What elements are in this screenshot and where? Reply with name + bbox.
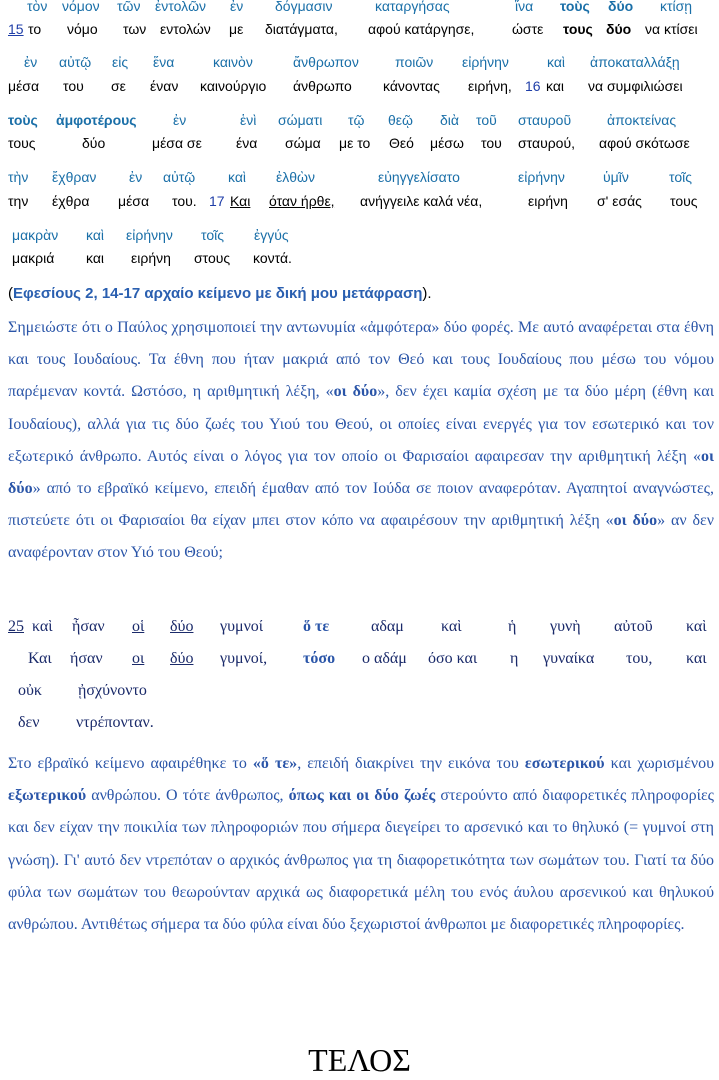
modern-word: των xyxy=(123,21,147,37)
interlinear-greek-line-5 xyxy=(0,225,719,245)
greek-word: τῶν xyxy=(117,0,141,14)
caption-text: Εφεσίους 2, 14-17 αρχαίο κείμενο με δική μου μετάφραση xyxy=(13,285,423,302)
modern-word: το xyxy=(28,21,42,37)
verse-number: 17 xyxy=(209,193,225,209)
greek-word: ἵνα xyxy=(515,0,534,14)
modern-word: δύο xyxy=(606,21,632,37)
interlinear-modern-line-3 xyxy=(0,133,719,153)
greek-word: καὶ xyxy=(547,54,566,70)
greek-word: ἀποκτείνας xyxy=(607,112,677,128)
modern-word: ειρήνη xyxy=(131,250,171,266)
verse-number: 25 xyxy=(8,618,24,635)
modern-word: κοντά. xyxy=(253,250,292,266)
modern-word: και xyxy=(686,650,707,667)
text-run: Σημειώστε ότι ο Παύλος χρησιμοποιεί την αντωνυμία «ἀμφότερα» δύο φορές. Με αυτό αναφέρεται στα έθνη και τους Ιουδαίους. Τα έθνη που ήταν μακριά από τον Θεό και τους Ιουδαίους που μέσω του νόμου παρέμεναν κοντά. Ωστόσο, η αριθμητική λέξη, « xyxy=(8,319,714,401)
commentary-paragraph-2 xyxy=(8,748,714,941)
modern-word: τόσο xyxy=(303,650,336,667)
emphasis: οι δύο xyxy=(333,383,378,401)
greek-word: οὐκ xyxy=(18,682,42,699)
greek-word: σώματι xyxy=(278,112,323,128)
caption-close-paren: ). xyxy=(422,285,432,302)
greek-word: τοῦ xyxy=(476,112,497,128)
greek-word: τοὺς xyxy=(8,112,38,128)
greek-word: κτίσῃ xyxy=(660,0,693,14)
greek-word: αὐτοῦ xyxy=(614,618,653,635)
modern-word: με το xyxy=(339,135,371,151)
greek-word: ὑμῖν xyxy=(603,169,629,185)
modern-word: ντρέπονταν. xyxy=(76,714,154,731)
modern-word: γυναίκα xyxy=(543,650,595,667)
verse-25-modern-line-2 xyxy=(0,711,719,735)
modern-word: σε xyxy=(111,78,126,94)
modern-word: σταυρού, xyxy=(518,135,576,151)
greek-word: ἀμφοτέρους xyxy=(56,112,137,128)
emphasis: εσωτερικού xyxy=(524,755,605,772)
modern-word: μέσω xyxy=(430,135,464,151)
interlinear-greek-line-4 xyxy=(0,167,719,187)
greek-word: τῷ xyxy=(348,112,365,128)
emphasis: όπως και οι δύο ζωές xyxy=(288,787,436,805)
greek-word: αὐτῷ xyxy=(59,54,92,70)
greek-word: θεῷ xyxy=(388,112,413,128)
greek-word: ἦσαν xyxy=(72,618,105,635)
greek-word: αὐτῷ xyxy=(163,169,196,185)
modern-word: και xyxy=(546,78,565,94)
modern-word: να συμφιλιώσει xyxy=(588,78,683,94)
modern-word: ήσαν xyxy=(70,650,103,667)
modern-word: την xyxy=(8,193,29,209)
greek-word: καινὸν xyxy=(213,54,253,70)
modern-word: ανήγγειλε καλά νέα, xyxy=(360,193,483,209)
modern-word: Θεό xyxy=(389,135,414,151)
modern-word: όταν ήρθε, xyxy=(269,193,335,209)
modern-word: εντολών xyxy=(160,21,211,37)
emphasis: οι δύο xyxy=(613,512,658,530)
modern-word: η xyxy=(510,650,519,667)
greek-word: ἐν xyxy=(129,169,143,185)
greek-word: εἰρήνην xyxy=(126,227,173,243)
modern-word: του. xyxy=(172,193,197,209)
passage-reference xyxy=(8,283,713,305)
caption-open-paren: ( xyxy=(8,285,13,302)
modern-word: καινούργιο xyxy=(200,78,267,94)
greek-word: σταυροῦ xyxy=(518,112,572,128)
modern-word: με xyxy=(229,21,244,37)
greek-word: τοὺς xyxy=(560,0,590,14)
modern-word: έναν xyxy=(150,78,179,94)
modern-word: του, xyxy=(626,650,653,667)
modern-word: ο αδάμ xyxy=(362,650,407,667)
greek-word: εὐηγγελίσατο xyxy=(378,169,460,185)
verse-25-greek-line xyxy=(0,615,719,639)
modern-word: ένα xyxy=(236,135,258,151)
end-title: ΤΕΛΟΣ xyxy=(308,1042,411,1078)
greek-word: καὶ xyxy=(441,618,462,635)
modern-word: του xyxy=(63,78,84,94)
interlinear-greek-line-3 xyxy=(0,110,719,130)
modern-word: έχθρα xyxy=(52,193,90,209)
text-run: , επειδή διακρίνει την εικόνα του xyxy=(297,755,525,772)
greek-word: ἐν xyxy=(230,0,244,14)
modern-word: κάνοντας xyxy=(383,78,440,94)
greek-word: ἑνὶ xyxy=(240,112,257,128)
commentary-paragraph-1 xyxy=(8,312,714,570)
modern-word: Και xyxy=(28,650,52,667)
verse-number: 15 xyxy=(8,21,24,37)
greek-word: καὶ xyxy=(86,227,105,243)
greek-word: διὰ xyxy=(440,112,459,128)
greek-word: ᾐσχύνοντο xyxy=(78,682,147,699)
modern-word: όσο και xyxy=(428,650,478,667)
emphasis: «ὅ τε» xyxy=(252,755,298,772)
greek-word: ἐντολῶν xyxy=(155,0,207,14)
greek-word: ἐλθὼν xyxy=(276,169,315,185)
greek-word: γυνὴ xyxy=(550,618,581,635)
text-run: » αν δεν αναφέρονταν στον Υιό του Θεού; xyxy=(8,512,715,562)
verse-25-greek-line-2 xyxy=(0,679,719,703)
modern-word: μέσα σε xyxy=(152,135,202,151)
greek-word: ὅ τε xyxy=(303,618,330,635)
modern-word: στους xyxy=(194,250,231,266)
interlinear-modern-line-2 xyxy=(0,76,719,96)
greek-word: ποιῶν xyxy=(395,54,434,70)
modern-word: ειρήνη xyxy=(528,193,568,209)
text-run: στερούντο από διαφορετικές πληροφορίες και δεν είχαν την ποικιλία των πληροφοριών που σήμερα διεγείρει το αρσενικό και το θηλυκό (= γυμνοί στη γνώση). Γι' αυτό δεν ντρεπόταν ο αρχικός άνθρωπος για τη διαφορετικότητα των σωμάτων του. Γιατί τα δύο φύλα των σωμάτων του θεωρούνταν αρχικά ως διαφορετικά μέλη του ενός άυλου αρσενικού και θηλυκού ανθρώπου. Αντιθέτως σήμερα τα δύο φύλα είναι δύο ξεχωριστοί άνθρωποι με διαφορετικές πληροφορίες. xyxy=(8,787,715,934)
modern-word: Και xyxy=(230,193,251,209)
emphasis: εξωτερικού xyxy=(8,787,87,805)
greek-word: ἄνθρωπον xyxy=(293,54,359,70)
modern-word: δύο xyxy=(82,135,106,151)
greek-word: εἰς xyxy=(112,54,129,70)
modern-word: νόμο xyxy=(67,21,98,37)
modern-word: τους xyxy=(670,193,698,209)
greek-word: οἱ xyxy=(132,618,145,635)
interlinear-greek-line-1 xyxy=(0,0,719,16)
modern-word: αφού κατάργησε, xyxy=(368,21,475,37)
greek-word: αδαμ xyxy=(371,618,404,635)
greek-word: εἰρήνην xyxy=(518,169,565,185)
greek-word: καταργήσας xyxy=(375,0,450,14)
greek-word: μακρὰν xyxy=(12,227,59,243)
modern-word: γυμνοί, xyxy=(220,650,268,667)
modern-word: αφού σκότωσε xyxy=(599,135,690,151)
verse-number: 16 xyxy=(525,78,541,94)
text-run: Στο εβραϊκό κείμενο αφαιρέθηκε το xyxy=(8,755,253,772)
modern-word: τους xyxy=(8,135,36,151)
modern-word: σ' εσάς xyxy=(597,193,642,209)
interlinear-greek-line-2 xyxy=(0,52,719,72)
modern-word: μέσα xyxy=(118,193,150,209)
greek-word: ἕνα xyxy=(153,54,175,70)
greek-word: δύο xyxy=(608,0,634,14)
greek-word: καὶ xyxy=(686,618,707,635)
greek-word: τοῖς xyxy=(201,227,224,243)
interlinear-modern-line-5 xyxy=(0,248,719,268)
greek-word: τὸν xyxy=(27,0,48,14)
modern-word: άνθρωπο xyxy=(293,78,352,94)
modern-word: του xyxy=(481,135,502,151)
modern-word: μακριά xyxy=(12,250,55,266)
modern-word: οι xyxy=(132,650,145,667)
modern-word: τους xyxy=(563,21,593,37)
text-run: ανθρώπου. Ο τότε άνθρωπος, xyxy=(86,787,289,805)
text-run: » από το εβραϊκό κείμενο, επειδή έμαθαν από τον Ιούδα σε ποιον αναφερόταν. Αγαπητοί αναγνώστες, πιστεύετε ότι οι Φαρισαίοι θα είχαν μπει στον κόπο να αφαιρέσουν την αριθμητική λέξη « xyxy=(8,480,714,530)
modern-word: να κτίσει xyxy=(645,21,698,37)
verse-25-modern-line xyxy=(0,647,719,671)
greek-word: ἐν xyxy=(24,54,38,70)
modern-word: σώμα xyxy=(285,135,321,151)
greek-word: τοῖς xyxy=(669,169,692,185)
greek-word: ἐγγύς xyxy=(254,227,289,243)
interlinear-modern-line-1 xyxy=(0,19,719,39)
modern-word: μέσα xyxy=(8,78,40,94)
modern-word: δεν xyxy=(18,714,40,731)
modern-word: δύο xyxy=(170,650,194,667)
greek-word: ἔχθραν xyxy=(52,169,97,185)
emphasis: οι δύο xyxy=(8,447,714,498)
modern-word: ειρήνη, xyxy=(468,78,512,94)
modern-word: και xyxy=(86,250,105,266)
text-run: », δεν έχει καμία σχέση με τα δύο μέρη (έθνη και Ιουδαίους), αλλά για τις δύο ζωές του Υιού του Θεού, οι οποίες είναι ενεργές για τον εσωτερικό και τον εξωτερικό άνθρωπο. Αυτός είναι ο λόγος για τον οποίο οι Φαρισαίοι αφαιρεσαν την αριθμητική λέξη « xyxy=(8,383,714,465)
greek-word: δύο xyxy=(170,618,194,635)
greek-word: τὴν xyxy=(8,169,29,185)
greek-word: καὶ xyxy=(32,618,53,635)
greek-word: γυμνοί xyxy=(220,618,264,635)
modern-word: διατάγματα, xyxy=(265,21,338,37)
greek-word: νόμον xyxy=(62,0,100,14)
greek-word: ἡ xyxy=(508,618,517,635)
greek-word: εἰρήνην xyxy=(462,54,509,70)
greek-word: δόγμασιν xyxy=(275,0,333,14)
interlinear-modern-line-4 xyxy=(0,191,719,211)
modern-word: ώστε xyxy=(512,21,544,37)
greek-word: καὶ xyxy=(228,169,247,185)
text-run: και χωρισμένου xyxy=(604,755,715,772)
greek-word: ἀποκαταλλάξῃ xyxy=(590,54,680,70)
greek-word: ἐν xyxy=(173,112,187,128)
